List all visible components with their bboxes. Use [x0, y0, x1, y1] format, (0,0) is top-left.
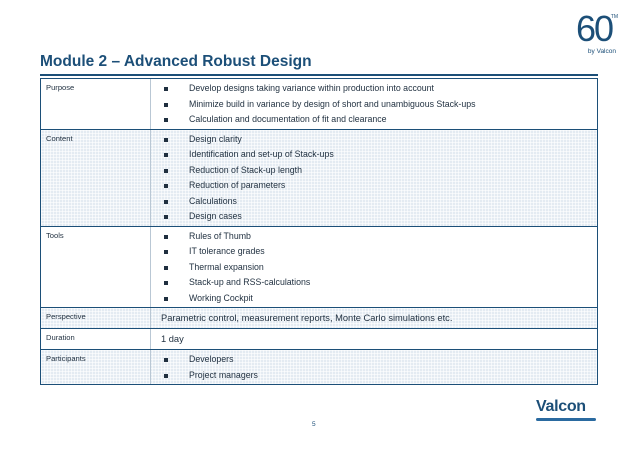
row-content — [151, 227, 597, 308]
table-row-participants — [41, 349, 597, 384]
bullet-icon — [164, 184, 168, 188]
bullet-list — [161, 227, 597, 308]
row-content — [151, 329, 597, 349]
row-label: Participants — [41, 350, 151, 384]
list-item: Reduction of Stack-up length — [161, 163, 597, 179]
bullet-list — [161, 79, 597, 129]
list-item: Calculations — [161, 194, 597, 210]
table-row-perspective — [41, 307, 597, 328]
list-item: IT tolerance grades — [161, 244, 597, 260]
logo-sixty-text: 60 — [575, 8, 612, 49]
list-item: Calculation and documentation of fit and clearance — [161, 112, 597, 128]
bullet-icon — [164, 250, 168, 254]
list-item: Project managers — [161, 368, 597, 384]
table-row-tools — [41, 226, 597, 308]
row-text: 1 day — [161, 334, 184, 344]
row-label: Tools — [41, 227, 151, 308]
list-item: Minimize build in variance by design of short and unambiguous Stack-ups — [161, 97, 597, 113]
list-item: Stack-up and RSS-calculations — [161, 275, 597, 291]
bullet-icon — [164, 297, 168, 301]
list-item: Develop designs taking variance within production into account — [161, 81, 597, 97]
row-content — [151, 130, 597, 226]
list-item: Design cases — [161, 209, 597, 225]
bullet-icon — [164, 153, 168, 157]
bullet-icon — [164, 215, 168, 219]
valcon-wordmark: Valcon — [536, 398, 586, 415]
bullet-list — [161, 350, 597, 384]
page-number: 5 — [312, 421, 316, 428]
row-label: Content — [41, 130, 151, 226]
valcon-logo — [536, 398, 598, 420]
row-label: Duration — [41, 329, 151, 349]
bullet-icon — [164, 266, 168, 270]
list-item: Developers — [161, 352, 597, 368]
bullet-list — [161, 130, 597, 226]
sixty-by-valcon-logo — [558, 8, 618, 56]
list-item: Thermal expansion — [161, 260, 597, 276]
bullet-icon — [164, 87, 168, 91]
logo-by-valcon: by Valcon — [587, 48, 616, 55]
logo-trademark: TM — [610, 14, 618, 20]
valcon-swoosh-icon — [536, 418, 596, 421]
table-row-duration — [41, 328, 597, 349]
bullet-icon — [164, 374, 168, 378]
bullet-icon — [164, 200, 168, 204]
bullet-icon — [164, 169, 168, 173]
table-row-content — [41, 129, 597, 226]
list-item: Identification and set-up of Stack-ups — [161, 147, 597, 163]
row-content — [151, 79, 597, 129]
row-label: Perspective — [41, 308, 151, 328]
list-item: Reduction of parameters — [161, 178, 597, 194]
bullet-icon — [164, 235, 168, 239]
row-content — [151, 350, 597, 384]
bullet-icon — [164, 358, 168, 362]
bullet-icon — [164, 281, 168, 285]
row-label: Purpose — [41, 79, 151, 129]
row-text: Parametric control, measurement reports, Monte Carlo simulations etc. — [161, 313, 453, 323]
title-underline — [40, 74, 598, 76]
bullet-icon — [164, 118, 168, 122]
bullet-icon — [164, 138, 168, 142]
row-content — [151, 308, 597, 328]
table-row-purpose — [41, 78, 597, 129]
list-item: Design clarity — [161, 132, 597, 148]
bullet-icon — [164, 103, 168, 107]
list-item: Working Cockpit — [161, 291, 597, 307]
list-item: Rules of Thumb — [161, 229, 597, 245]
page-title: Module 2 – Advanced Robust Design — [40, 53, 312, 70]
module-table — [40, 78, 598, 385]
